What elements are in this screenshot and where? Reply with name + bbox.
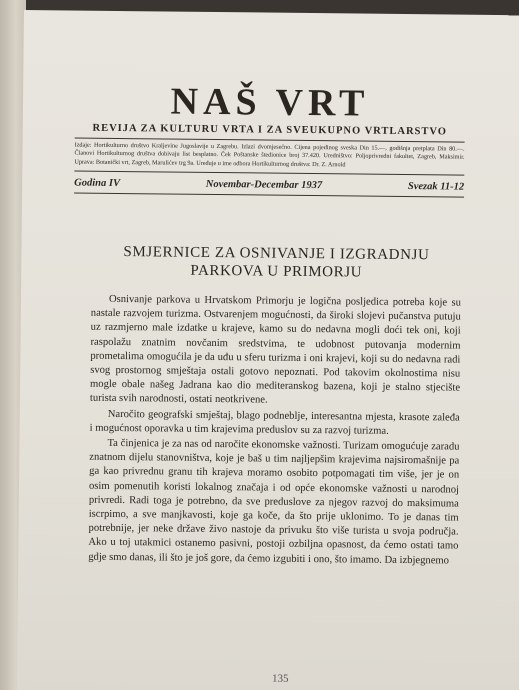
paragraph: Ta činjenica je za nas od naročite ekonomske važnosti. Turizam omogućuje zaradu znatnom dijelu stanovništva, koje je baš u tim najljepšim krajevima najsiromašnije pa ga kao privrednu granu tih krajeva moramo osobito potpomagati tim više, jer je on osim pomenutih koristi lokalnog značaja i od opće ekonomske važnosti u narodnoj privredi. Radi toga je potrebno, da sve preduslove za njegov razvoj do maksimuma iscrpimo, a sve manjkavosti, koje ga koče, da što prije uklonimo. To je danas tim potrebnije, jer neke države živo nastoje da privuku što više turista u svoja područja. Ako u toj utakmici ostanemo pasivni, postoji ozbiljna opasnost, da ćemo ostati tamo gdje smo danas, ili što je još gore, da ćemo izgubiti i ono, što imamo. Da izbjegnemo (88, 437, 460, 567)
masthead (74, 81, 465, 198)
headline-line: SMJERNICE ZA OSNIVANJE I IZGRADNJU (123, 244, 430, 264)
divider (74, 171, 464, 176)
article-headline (91, 243, 461, 283)
paragraph: Naročito geografski smještaj, blago podneblje, interesantna mjesta, krasote zaleđa i mogućnost oporavka u tim krajevima preduslov su za razvoj turizma. (89, 408, 460, 437)
article (88, 243, 461, 569)
page-number: 135 (271, 672, 289, 685)
headline-line: PARKOVA U PRIMORJU (190, 262, 363, 281)
publisher-info-text: Izdaje: Hortikulturno društvo Kraljevine Jugoslavije u Zagrebu. Izlazi dvomjesečno. Cijena pojedinog sveska Din 15.—, godišnja pretplata Din 80.—. Članovi Hortikulturnog društva dobivaju list besplatno. Ček Poštanske štedionice broj 37.420. Uredništvo: Poljoprivredni fakultet, Zagreb, Maksimir. Uprava: Botanički vrt, Zagreb, Marulićev trg 9a. Uređuje u ime odbora Hortikulturnog društva: Dr. Z. Arnold (74, 141, 465, 169)
issue-line (74, 178, 464, 193)
paragraph: Osnivanje parkova u Hrvatskom Primorju je logična posljedica potreba koje su nastale razvojem turizma. Ostvarenjem mogućnosti, da široki slojevi pučanstva putuju uz razmjerno male izdatke u krajeve, kamo su do nedavna mogli doći tek oni, koji raspolažu znatnim novčanim sredstvima, te udobnost putovanja modernim prometalima omogućila je da uđu u sferu turizma i oni krajevi, koji su do nedavna radi svog prostornog smještaja ostali gotovo nepoznati. Pod takovim okolnostima nisu mogle obale našeg Jadrana kao dio mediteranskog bazena, koji je stalno stjecište turista svih narodnosti, ostati neotkrivene. (89, 293, 462, 406)
date-label: Novembar-Decembar 1937 (205, 179, 323, 192)
issue-label: Svezak 11-12 (407, 181, 465, 193)
article-body (88, 293, 461, 569)
divider (74, 193, 464, 198)
magazine-subtitle: REVIJA ZA KULTURU VRTA I ZA SVEUKUPNO VRTLARSTVO (92, 122, 448, 138)
magazine-page (17, 10, 519, 690)
magazine-title: NAŠ VRT (170, 80, 370, 125)
year-label: Godina IV (74, 177, 121, 190)
publisher-info (74, 142, 464, 171)
